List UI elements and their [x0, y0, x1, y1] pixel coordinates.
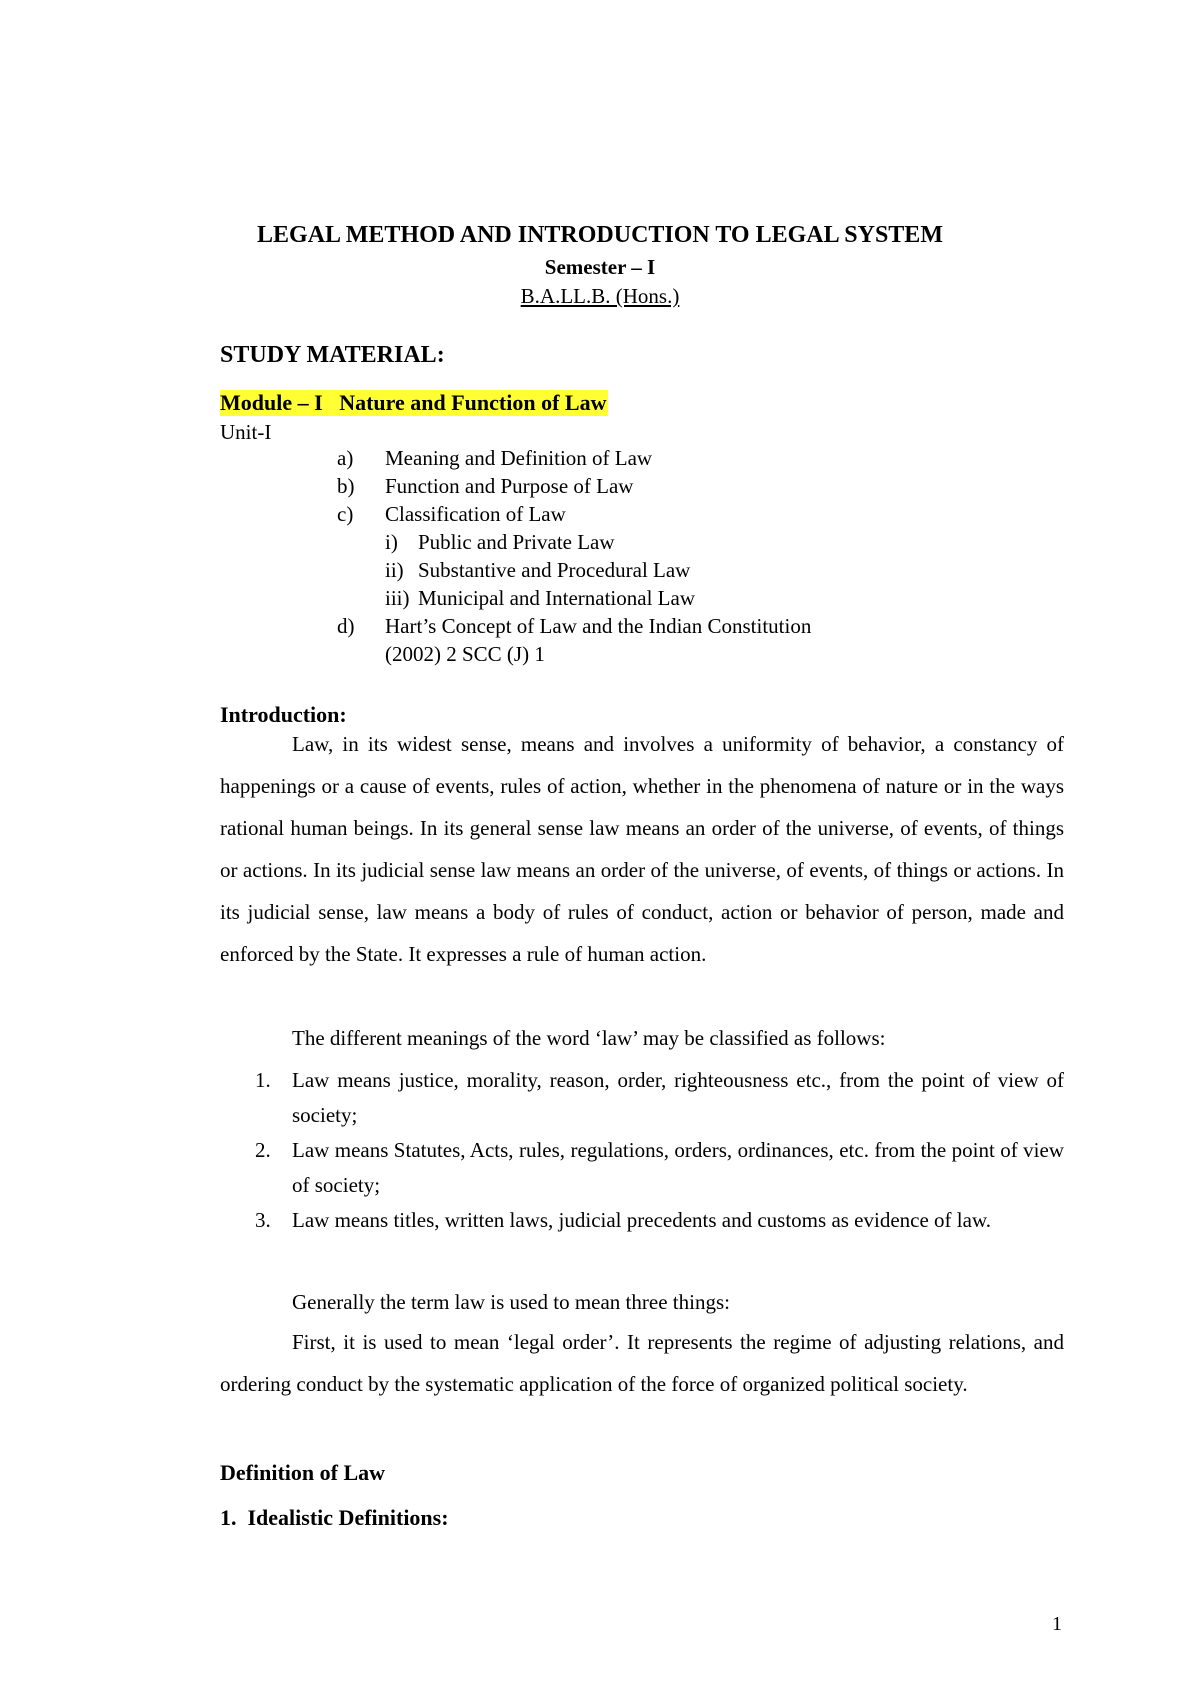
toc-marker: ii) — [385, 558, 404, 582]
toc-item: Meaning and Definition of Law — [385, 446, 653, 470]
meaning-text: Law means Statutes, Acts, rules, regulations, orders, ordinances, etc. from the point of view of society; — [292, 1138, 1064, 1197]
toc-item: Public and Private Law — [418, 530, 615, 554]
idealistic-title: Idealistic Definitions: — [247, 1505, 449, 1530]
idealistic-definitions-heading — [220, 1505, 449, 1531]
toc-item: Substantive and Procedural Law — [418, 558, 691, 582]
first-meaning-paragraph — [220, 1321, 1064, 1405]
document-title: LEGAL METHOD AND INTRODUCTION TO LEGAL SYSTEM — [257, 222, 943, 248]
meaning-number: 2. — [255, 1138, 271, 1162]
module-title: Nature and Function of Law — [339, 390, 607, 415]
toc-item: Municipal and International Law — [418, 586, 695, 610]
meaning-text: Law means justice, morality, reason, order, righteousness etc., from the point of view of society; — [292, 1068, 1064, 1127]
toc-marker: a) — [337, 446, 354, 470]
toc-item: Hart’s Concept of Law and the Indian Constitution — [385, 614, 812, 638]
introduction-paragraph-text: Law, in its widest sense, means and involves a uniformity of behavior, a constancy of happenings or a cause of events, rules of action, whether in the phenomena of nature or in the ways rational human beings. In its general sense law means an order of the universe, of events, of things or actions. In its judicial sense law means an order of the universe, of events, of things or actions. In its judicial sense, law means a body of rules of conduct, action or behavior of person, made and enforced by the State. It expresses a rule of human action. — [220, 732, 1064, 966]
degree-label — [0, 284, 1200, 309]
degree-text: B.A.LL.B. (Hons.) — [520, 284, 680, 308]
toc-marker: c) — [337, 502, 354, 526]
toc-item: Function and Purpose of Law — [385, 474, 634, 498]
idealistic-number: 1. — [220, 1505, 237, 1530]
definition-heading: Definition of Law — [220, 1460, 385, 1485]
toc-marker: d) — [337, 614, 355, 638]
meaning-number: 3. — [255, 1208, 271, 1232]
unit-label: Unit-I — [220, 420, 272, 444]
meaning-number: 1. — [255, 1068, 271, 1092]
semester-label: Semester – I — [544, 255, 656, 279]
study-material-heading: STUDY MATERIAL: — [220, 342, 445, 368]
module-label: Module – I — [220, 390, 323, 415]
classification-intro: The different meanings of the word ‘law’ may be classified as follows: — [292, 1026, 886, 1050]
page-number: 1 — [1052, 1613, 1062, 1635]
three-things-line: Generally the term law is used to mean three things: — [292, 1290, 730, 1314]
toc-marker: b) — [337, 474, 355, 498]
toc-marker: iii) — [385, 586, 410, 610]
toc-item: (2002) 2 SCC (J) 1 — [385, 642, 545, 666]
toc-item: Classification of Law — [385, 502, 566, 526]
introduction-heading: Introduction: — [220, 702, 347, 727]
toc-marker: i) — [385, 530, 398, 554]
introduction-paragraph — [220, 723, 1064, 975]
meaning-text: Law means titles, written laws, judicial precedents and customs as evidence of law. — [292, 1208, 991, 1232]
module-heading — [220, 390, 608, 416]
first-meaning-text: First, it is used to mean ‘legal order’. It represents the regime of adjusting relations, and ordering conduct by the systematic application of the force of organized political society. — [220, 1330, 1064, 1396]
